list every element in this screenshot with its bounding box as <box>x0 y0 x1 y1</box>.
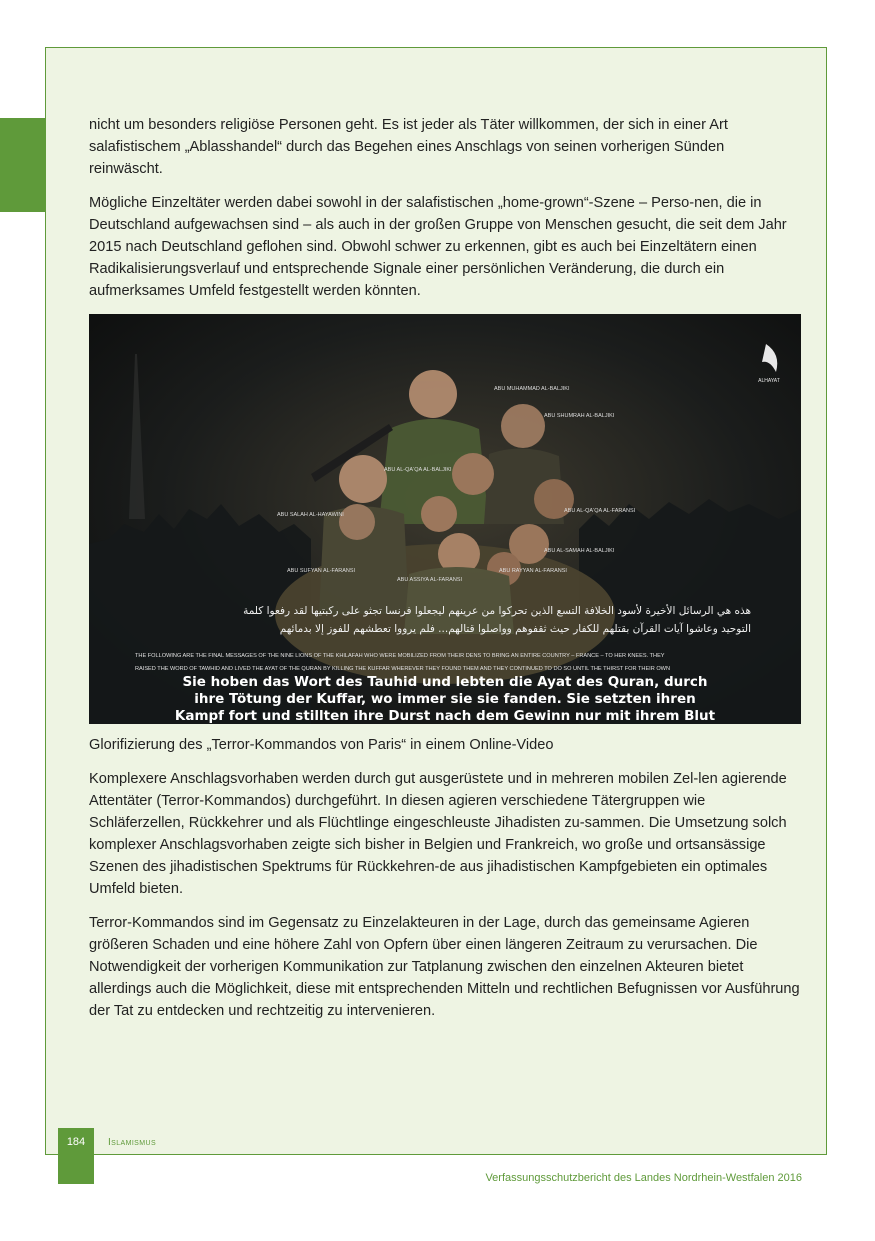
name-tag: ABU RAYYAN AL-FARANSI <box>499 568 567 574</box>
video-still-figure <box>89 314 801 724</box>
german-subtitle-1: Sie hoben das Wort des Tauhid und lebten die Ayat des Quran, durch <box>182 674 708 690</box>
paragraph-2: Mögliche Einzeltäter werden dabei sowohl in der salafistischen „home-grown“-Szene – Perso-nen, die in Deutschland aufgewachsen sind – als auch in der großen Gruppe von Menschen gesucht, die seit dem Jahr 2015 nach Deutschland geflohen sind. Obwohl schwer zu erkennen, gibt es auch bei Einzeltätern einen Radikalisierungsverlauf und entsprechende Signale einer persönlichen Veränderung, die durch ein aufmerksames Umfeld festgestellt werden könnten. <box>89 195 787 299</box>
logo-wordmark: ALHAYAT <box>758 378 780 384</box>
german-subtitle-2: ihre Tötung der Kuffar, wo immer sie sie fanden. Sie setzten ihren <box>194 691 696 707</box>
name-tag: ABU AL-QA‘QA AL-FARANSI <box>564 508 636 514</box>
side-tab-marker <box>0 118 45 212</box>
name-tag: ABU SHUMRAH AL-BALJIKI <box>544 413 615 419</box>
german-subtitle-3: Kampf fort und stillten ihre Durst nach dem Gewinn nur mit ihrem Blut <box>174 708 716 724</box>
paragraph-1: nicht um besonders religiöse Personen geht. Es ist jeder als Täter willkommen, der sich in einer Art salafistischem „Ablasshandel“ durch das Begehen eines Anschlags von seinen vorherigen Sünden reinwäscht. <box>89 117 728 177</box>
arabic-subtitle-2: التوحيد وعاشوا آيات القرآن بقتلهم للكفار حيث ثقفوهم وواصلوا قتالهم... فلم يرووا تعطشهم للفوز إلا بدمائهم <box>279 623 751 635</box>
report-title: Verfassungsschutzbericht des Landes Nordrhein-Westfalen 2016 <box>485 1172 802 1184</box>
name-tag: ABU SALAH AL-HAYAWINI <box>277 512 344 518</box>
footer-divider <box>45 1154 827 1155</box>
figure-caption: Glorifizierung des „Terror-Kommandos von Paris“ in einem Online-Video <box>89 737 554 753</box>
english-subtitle-2: RAISED THE WORD OF TAWHID AND LIVED THE AYAT OF THE QURAN BY KILLING THE KUFFAR WHEREVER THEY FOUND THEM AND THEY CONTINUED TO DO SO UNTIL THE THIRST FOR THEIR OWN <box>135 666 671 672</box>
english-subtitle-1: THE FOLLOWING ARE THE FINAL MESSAGES OF THE NINE LIONS OF THE KHILAFAH WHO WERE MOBILIZED FROM THEIR DENS TO BRING AN ENTIRE COUNTRY – FRANCE – TO HER KNEES. THEY <box>135 653 665 659</box>
section-label: Islamismus <box>108 1137 157 1148</box>
video-still-illustration <box>89 314 801 724</box>
name-tag: ABU ASSIYA AL-FARANSI <box>397 577 463 583</box>
name-tag: ABU AL-SAMAH AL-BALJIKI <box>544 548 615 554</box>
main-content <box>89 114 801 1034</box>
name-tag: ABU SUFYAN AL-FARANSI <box>287 568 356 574</box>
page-number: 184 <box>66 1136 86 1148</box>
name-tag: ABU MUHAMMAD AL-BALJIKI <box>494 386 570 392</box>
name-tag: ABU AL-QA‘QA AL-BALJIKI <box>384 467 452 473</box>
paragraph-4: Terror-Kommandos sind im Gegensatz zu Einzelakteuren in der Lage, durch das gemeinsame Agieren größeren Schaden und eine höhere Zahl von Opfern über einen längeren Zeitraum zu verursachen. Die Notwendigkeit der vorherigen Kommunikation zur Tatplanung zwischen den einzelnen Akteuren bietet allerdings auch die Möglichkeit, diese mit entsprechenden Mitteln und rechtlichen Befugnissen vor Ausführung der Tat zu entdecken und rechtzeitig zu intervenieren. <box>89 915 800 1019</box>
arabic-subtitle-1: هذه هي الرسائل الأخيرة لأسود الخلافة التسع الذين تحركوا من عرينهم ليجعلوا فرنسا تجثو على ركبتيها لقد رفعوا كلمة <box>243 605 751 617</box>
paragraph-3: Komplexere Anschlagsvorhaben werden durch gut ausgerüstete und in mehreren mobilen Zel-len agierende Attentäter (Terror-Kommandos) durchgeführt. In diesen agieren verschiedene Tätergruppen wie Schläferzellen, Rückkehrer und als Flüchtlinge eingeschleuste Jihadisten zu-sammen. Die Umsetzung solch komplexer Anschlagsvorhaben zeigte sich bisher in Belgien und Frankreich, wo große und ortsansässige Szenen des jihadistischen Spektrums für Rückkehren-de aus jihadistischen Kampfgebieten ein optimales Umfeld bieten. <box>89 771 787 897</box>
logo-icon <box>762 344 777 372</box>
